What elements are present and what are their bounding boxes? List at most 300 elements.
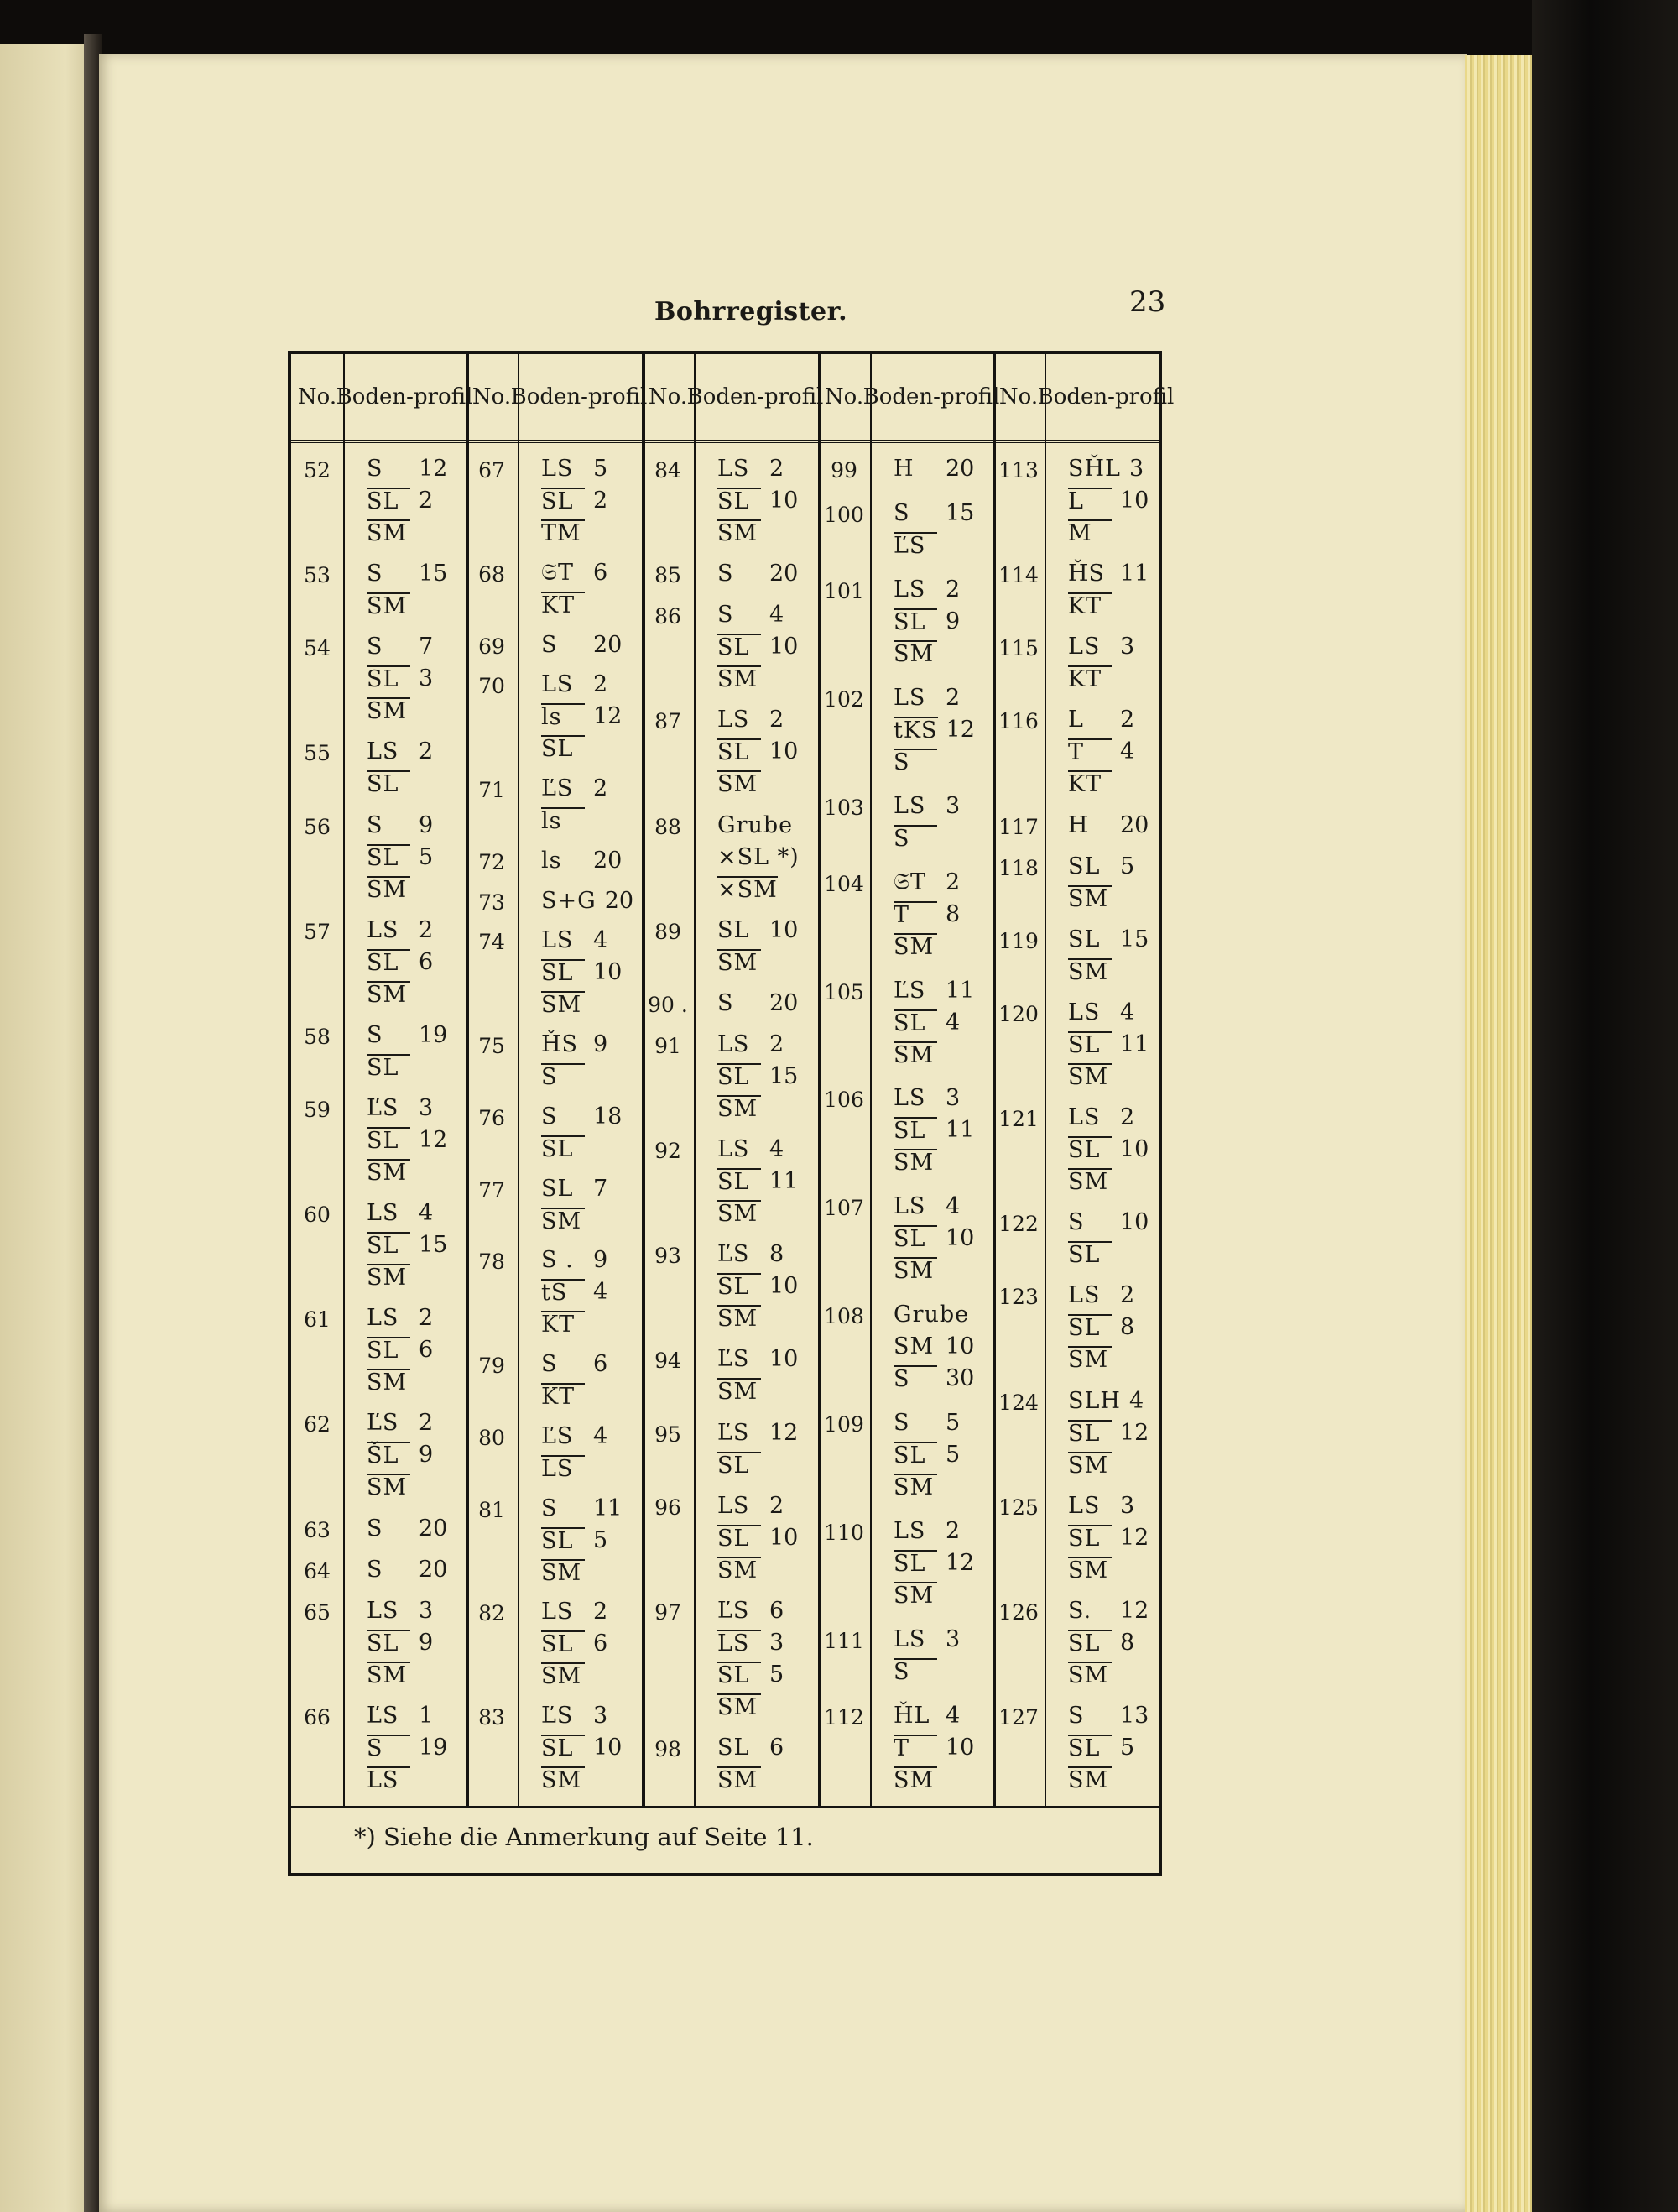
- soil-layer: [367, 695, 467, 727]
- soil-layer: [541, 669, 642, 701]
- soil-layer: [367, 1513, 467, 1545]
- soil-type: S: [894, 1365, 937, 1392]
- soil-layer: [894, 1624, 994, 1656]
- soil-layer: [1068, 485, 1169, 517]
- soil-profile-entry: [367, 1700, 467, 1796]
- soil-layer: [1068, 1732, 1169, 1764]
- soil-profile-entry: [894, 1191, 994, 1286]
- soil-type: S: [717, 989, 734, 1016]
- soil-layer: [1068, 1134, 1169, 1166]
- boring-number: 111: [824, 1629, 864, 1654]
- running-head: Bohrregister.: [654, 297, 848, 326]
- boring-number: 71: [478, 778, 505, 802]
- soil-type: Grube: [717, 811, 794, 838]
- layer-depth: 4: [769, 602, 784, 629]
- layer-depth: 9: [419, 811, 434, 838]
- layer-depth: 10: [769, 1346, 799, 1373]
- soil-profile-entry: [541, 557, 642, 621]
- soil-type: ĽS: [717, 1419, 750, 1446]
- soil-type: KT: [541, 592, 585, 618]
- soil-layer: [541, 589, 642, 621]
- soil-layer: [541, 1133, 642, 1165]
- soil-type: LS: [367, 1766, 410, 1793]
- soil-layer: [894, 1439, 994, 1471]
- soil-profile-entry: [541, 1493, 642, 1589]
- boring-number: 101: [824, 578, 864, 603]
- soil-layer: [367, 1732, 467, 1764]
- group-divider: [818, 354, 821, 1806]
- soil-type: SM: [894, 640, 937, 667]
- boring-number: 55: [304, 741, 331, 766]
- soil-type: SM: [894, 1257, 937, 1284]
- soil-layer: [367, 915, 467, 947]
- soil-layer: [894, 1223, 994, 1255]
- soil-layer: [717, 663, 818, 695]
- soil-layer: [367, 631, 467, 663]
- soil-type: LS: [894, 1085, 926, 1112]
- boring-number: 96: [654, 1495, 681, 1520]
- soil-type: LS: [541, 927, 574, 954]
- header-bodenprofil: Boden- profil: [862, 384, 1000, 410]
- layer-depth: 3: [769, 1629, 784, 1656]
- soil-profile-entry: [541, 1596, 642, 1692]
- soil-type: ĽS: [541, 1422, 574, 1449]
- soil-layer: [541, 805, 642, 837]
- soil-layer: [367, 1051, 467, 1083]
- soil-layer: [717, 485, 818, 517]
- soil-layer: [367, 590, 467, 622]
- soil-type: SL: [717, 634, 761, 660]
- soil-type: ls: [541, 847, 562, 874]
- layer-depth: 2: [593, 775, 608, 801]
- layer-depth: 11: [1120, 1031, 1149, 1057]
- soil-profile-entry: [717, 704, 818, 800]
- soil-type: SL: [1068, 1241, 1112, 1268]
- soil-profile-entry: [894, 867, 994, 963]
- boring-number: 112: [824, 1705, 864, 1729]
- soil-layer: [1068, 1627, 1169, 1659]
- layer-depth: 6: [593, 1630, 608, 1657]
- layer-depth: 2: [419, 1410, 434, 1437]
- soil-layer: [1068, 453, 1169, 485]
- soil-type: S: [717, 561, 734, 587]
- boring-number: 119: [998, 928, 1039, 953]
- layer-depth: 6: [593, 1351, 608, 1377]
- header-no: No.: [648, 384, 688, 410]
- layer-depth: 5: [946, 1410, 961, 1437]
- soil-type: SM: [894, 1149, 937, 1176]
- boring-number: 65: [304, 1599, 331, 1625]
- layer-depth: 10: [946, 1735, 975, 1761]
- soil-profile-entry: [894, 1700, 994, 1796]
- soil-layer: [894, 453, 994, 485]
- boring-number: 103: [824, 795, 864, 820]
- layer-depth: 9: [946, 608, 961, 634]
- soil-type: SM: [1068, 1063, 1112, 1090]
- soil-type: ĽS: [367, 1410, 399, 1437]
- layer-depth: 11: [769, 1168, 799, 1195]
- soil-type: LS: [717, 1630, 761, 1656]
- soil-type: LS: [1068, 1282, 1101, 1309]
- soil-profile-entry: [367, 1020, 467, 1083]
- soil-type: LS: [894, 1518, 926, 1545]
- soil-type: SL: [367, 1232, 410, 1259]
- soil-type: LS: [717, 707, 750, 733]
- layer-depth: 11: [593, 1495, 623, 1521]
- layer-depth: 10: [769, 738, 799, 765]
- soil-type: H: [894, 456, 915, 482]
- soil-layer: [717, 453, 818, 485]
- soil-type: SȞL: [1068, 456, 1121, 482]
- soil-profile-entry: [717, 1239, 818, 1334]
- boring-number: 107: [824, 1196, 864, 1221]
- soil-layer: [541, 1764, 642, 1796]
- soil-layer: [717, 1134, 818, 1166]
- layer-depth: 5: [419, 843, 434, 870]
- soil-layer: [541, 517, 642, 549]
- soil-profile-entry: [894, 1624, 994, 1688]
- page-number: 23: [1129, 285, 1166, 319]
- boring-number: 75: [478, 1034, 505, 1058]
- soil-layer: [1068, 1102, 1169, 1134]
- soil-layer: [894, 1146, 994, 1178]
- soil-layer: [894, 1363, 994, 1395]
- layer-depth: 6: [593, 559, 608, 586]
- layer-depth: 11: [946, 1117, 975, 1144]
- soil-type: SL: [717, 488, 761, 514]
- soil-type: KT: [1068, 665, 1112, 692]
- soil-type: SL: [367, 1337, 410, 1364]
- soil-profile-entry: [541, 885, 642, 917]
- soil-type: L: [1068, 707, 1084, 733]
- soil-type: S+G: [541, 887, 597, 914]
- boring-number: 84: [654, 458, 681, 483]
- boring-number: 60: [304, 1203, 331, 1228]
- soil-type: Grube: [894, 1302, 970, 1328]
- soil-type: SL: [367, 1054, 410, 1081]
- soil-profile-entry: [717, 453, 818, 549]
- soil-layer: [717, 704, 818, 736]
- soil-layer: [894, 1656, 994, 1688]
- soil-profile-entry: [541, 1421, 642, 1484]
- soil-type: SL: [541, 1527, 585, 1554]
- soil-layer: [894, 1191, 994, 1223]
- soil-type: S: [541, 1351, 558, 1377]
- soil-profile-entry: [717, 599, 818, 695]
- column-divider: [870, 354, 872, 1806]
- boring-number: 113: [998, 458, 1039, 483]
- soil-layer: [367, 1659, 467, 1691]
- layer-depth: 5: [1120, 853, 1135, 879]
- soil-profile-entry: [1068, 851, 1169, 915]
- layer-depth: 5: [769, 1661, 784, 1688]
- layer-depth: 4: [769, 1136, 784, 1163]
- boring-number: 102: [824, 686, 864, 712]
- layer-depth: 10: [1120, 1209, 1149, 1236]
- soil-layer: [367, 874, 467, 905]
- layer-depth: 15: [769, 1063, 799, 1089]
- soil-layer: [1068, 631, 1169, 663]
- soil-layer: [717, 1659, 818, 1691]
- header-no: No.: [824, 384, 864, 410]
- soil-layer: [1068, 1490, 1169, 1522]
- boring-number: 123: [998, 1285, 1039, 1310]
- soil-layer: [894, 1039, 994, 1071]
- layer-depth: 2: [419, 1305, 434, 1332]
- soil-profile-entry: [541, 453, 642, 549]
- boring-number: 54: [304, 636, 331, 661]
- soil-profile-entry: [1068, 1490, 1169, 1586]
- soil-profile-entry: [717, 1490, 818, 1586]
- soil-type: SM: [1068, 1662, 1112, 1688]
- layer-depth: 3: [1120, 1492, 1135, 1519]
- soil-type: SL: [1068, 1630, 1112, 1656]
- soil-type: 𝔖T: [894, 869, 926, 895]
- soil-profile-entry: [541, 773, 642, 837]
- boring-number: 97: [654, 1599, 681, 1625]
- soil-profile-entry: [1068, 453, 1169, 549]
- soil-profile-entry: [541, 925, 642, 1020]
- soil-layer: [894, 606, 994, 638]
- soil-type: ŠL: [367, 1442, 410, 1469]
- soil-type: ĽS: [717, 1241, 750, 1268]
- layer-depth: 12: [419, 1127, 448, 1153]
- soil-profile-entry: [717, 988, 818, 1020]
- soil-layer: [367, 810, 467, 842]
- boring-number: 64: [304, 1558, 331, 1583]
- boring-number: 52: [304, 458, 331, 483]
- soil-layer: [367, 842, 467, 874]
- boring-number: 116: [998, 709, 1039, 734]
- soil-profile-entry: [1068, 1102, 1169, 1197]
- soil-type: ĽS: [717, 1346, 750, 1373]
- soil-layer: [367, 1156, 467, 1188]
- soil-type: ×SL *): [717, 843, 800, 870]
- soil-type: SL: [894, 1442, 937, 1469]
- soil-type: S: [894, 1410, 910, 1437]
- soil-layer: [367, 517, 467, 549]
- soil-type: S: [367, 561, 383, 587]
- boring-number: 100: [824, 502, 864, 527]
- soil-profile-entry: [367, 558, 467, 622]
- soil-type: LS: [367, 1597, 399, 1624]
- soil-layer: [541, 1308, 642, 1340]
- soil-layer: [894, 1299, 994, 1331]
- soil-layer: [717, 736, 818, 768]
- soil-type: SL: [367, 665, 410, 692]
- soil-layer: [717, 1302, 818, 1334]
- soil-layer: [717, 558, 818, 590]
- boring-number: 70: [478, 674, 505, 699]
- soil-type: LS: [367, 1200, 399, 1227]
- soil-profile-entry: [541, 1244, 642, 1340]
- layer-depth: 20: [419, 1556, 448, 1583]
- soil-layer: [717, 988, 818, 1020]
- soil-profile-entry: [367, 631, 467, 727]
- layer-depth: 18: [593, 1103, 623, 1129]
- soil-profile-entry: [717, 1732, 818, 1796]
- table-footer-divider: [291, 1806, 1159, 1808]
- soil-layer: [1068, 883, 1169, 915]
- soil-type: SL: [717, 1452, 761, 1479]
- soil-type: T: [894, 1735, 937, 1761]
- soil-type: S: [894, 825, 937, 852]
- soil-layer: [367, 1554, 467, 1586]
- soil-layer: [894, 867, 994, 899]
- layer-depth: 2: [419, 916, 434, 943]
- layer-depth: 6: [769, 1735, 784, 1761]
- layer-depth: 2: [419, 488, 434, 514]
- soil-layer: [1068, 704, 1169, 736]
- soil-layer: [717, 1270, 818, 1302]
- soil-type: SL: [717, 738, 761, 765]
- soil-type: SL: [1068, 1136, 1112, 1163]
- soil-layer: [367, 1302, 467, 1334]
- soil-layer: [717, 915, 818, 947]
- soil-layer: [894, 714, 994, 746]
- layer-depth: 11: [946, 977, 975, 1004]
- soil-layer: [541, 885, 642, 917]
- soil-layer: [541, 1596, 642, 1628]
- layer-depth: 30: [946, 1365, 975, 1392]
- soil-layer: [1068, 663, 1169, 695]
- soil-type: KT: [541, 1311, 585, 1338]
- soil-layer: [541, 1276, 642, 1308]
- layer-depth: 8: [1120, 1314, 1135, 1341]
- layer-depth: 2: [1120, 1282, 1135, 1309]
- soil-layer: [1068, 924, 1169, 956]
- soil-type: SM: [367, 981, 410, 1008]
- soil-profile-entry: [1068, 997, 1169, 1093]
- soil-layer: [541, 989, 642, 1020]
- soil-type: 𝔖T: [541, 559, 574, 586]
- soil-layer: [367, 1439, 467, 1471]
- soil-profile-entry: [894, 975, 994, 1071]
- soil-layer: [1068, 1312, 1169, 1343]
- soil-layer: [1068, 1659, 1169, 1691]
- layer-depth: 20: [593, 631, 623, 658]
- layer-depth: 5: [593, 456, 608, 482]
- soil-profile-entry: [894, 1299, 994, 1395]
- soil-profile-entry: [894, 453, 994, 485]
- boring-number: 72: [478, 849, 505, 874]
- boring-number: 58: [304, 1024, 331, 1049]
- boring-number: 61: [304, 1307, 331, 1333]
- soil-type: SL: [1068, 1525, 1112, 1552]
- boring-number: 81: [478, 1497, 505, 1522]
- soil-type: SL: [1068, 1735, 1112, 1761]
- soil-layer: [717, 1764, 818, 1796]
- layer-depth: 2: [593, 488, 608, 514]
- soil-layer: [717, 631, 818, 663]
- soil-profile-entry: [894, 1407, 994, 1503]
- boring-number: 76: [478, 1105, 505, 1130]
- soil-type: SM: [367, 1662, 410, 1688]
- soil-layer: [1068, 956, 1169, 988]
- soil-type: SM: [1068, 958, 1112, 985]
- soil-type: ls: [541, 703, 585, 730]
- soil-profile-entry: [894, 1083, 994, 1178]
- soil-type: SL: [717, 1063, 761, 1090]
- soil-type: SL: [541, 1135, 585, 1162]
- layer-depth: 10: [946, 1333, 975, 1360]
- soil-type: SM: [894, 1474, 937, 1500]
- soil-layer: [367, 1366, 467, 1398]
- soil-layer: [894, 975, 994, 1007]
- soil-type: KT: [1068, 592, 1112, 619]
- soil-profile-entry: [1068, 810, 1169, 842]
- soil-layer: [894, 498, 994, 530]
- soil-type: ĽS: [541, 775, 574, 801]
- boring-number: 74: [478, 930, 505, 955]
- soil-layer: [367, 558, 467, 590]
- layer-depth: 3: [419, 1597, 434, 1624]
- soil-layer: [1068, 810, 1169, 842]
- soil-type: LS: [541, 456, 574, 482]
- soil-layer: [717, 842, 818, 874]
- boring-number: 59: [304, 1098, 331, 1122]
- layer-depth: 12: [419, 456, 448, 482]
- soil-type: SM: [894, 1333, 935, 1360]
- layer-depth: 4: [593, 927, 608, 954]
- layer-depth: 3: [946, 1626, 961, 1653]
- soil-type: SM: [367, 876, 410, 903]
- layer-depth: 4: [946, 1703, 961, 1729]
- soil-type: SM: [1068, 1168, 1112, 1195]
- layer-depth: 3: [1120, 634, 1135, 660]
- layer-depth: 9: [419, 1629, 434, 1656]
- soil-type: SL: [717, 1168, 761, 1195]
- boring-number: 125: [998, 1495, 1039, 1520]
- boring-number: 77: [478, 1177, 505, 1203]
- layer-depth: 9: [593, 1247, 608, 1274]
- layer-depth: 10: [769, 634, 799, 660]
- soil-type: ȞS: [1068, 561, 1106, 587]
- soil-layer: [541, 1453, 642, 1484]
- soil-type: SL: [1068, 1314, 1112, 1341]
- boring-number: 106: [824, 1088, 864, 1113]
- soil-profile-entry: [717, 1595, 818, 1723]
- soil-layer: [1068, 1166, 1169, 1197]
- soil-type: S: [894, 749, 937, 775]
- layer-depth: 20: [946, 456, 975, 482]
- layer-depth: 12: [946, 716, 975, 743]
- boring-number: 117: [998, 814, 1039, 839]
- soil-type: LS: [717, 1031, 750, 1057]
- soil-layer: [1068, 1280, 1169, 1312]
- soil-type: tS: [541, 1279, 585, 1306]
- soil-layer: [717, 1375, 818, 1407]
- boring-number: 98: [654, 1737, 681, 1761]
- soil-type: LS: [894, 576, 926, 603]
- soil-type: SM: [894, 1041, 937, 1068]
- soil-layer: [367, 1471, 467, 1503]
- soil-profile-entry: [1068, 1280, 1169, 1375]
- soil-type: LS: [541, 671, 574, 698]
- layer-depth: 12: [593, 703, 623, 730]
- layer-depth: 12: [1120, 1524, 1149, 1551]
- soil-layer: [717, 1490, 818, 1522]
- boring-number: 110: [824, 1521, 864, 1546]
- soil-type: LS: [541, 1455, 585, 1482]
- soil-type: T: [1068, 738, 1112, 765]
- column-divider: [1045, 354, 1046, 1806]
- soil-type: LS: [894, 1626, 926, 1653]
- layer-depth: 5: [593, 1526, 608, 1553]
- soil-layer: [894, 1732, 994, 1764]
- soil-layer: [367, 663, 467, 695]
- layer-depth: 3: [946, 792, 961, 819]
